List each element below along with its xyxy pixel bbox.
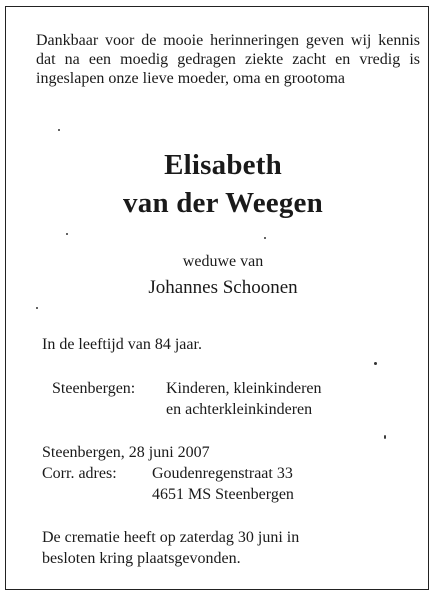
deceased-surname: van der Weegen	[123, 187, 323, 219]
place-date: Steenbergen, 28 juni 2007	[42, 444, 210, 461]
scan-speck	[374, 362, 377, 365]
age-text: In de leeftijd van 84 jaar.	[42, 336, 202, 353]
scan-speck	[384, 435, 386, 439]
scan-speck	[66, 233, 68, 235]
husband-name: Johannes Schoonen	[148, 277, 298, 298]
deceased-first-name: Elisabeth	[164, 149, 282, 181]
correspondence-street: Goudenregenstraat 33	[152, 465, 293, 482]
widow-of-label: weduwe van	[182, 253, 264, 270]
correspondence-city: 4651 MS Steenbergen	[152, 486, 294, 503]
family-line-1: Kinderen, kleinkinderen	[166, 380, 322, 397]
scan-speck	[264, 237, 266, 239]
scan-speck	[36, 307, 38, 309]
family-place: Steenbergen:	[52, 380, 136, 397]
scan-speck	[58, 129, 60, 131]
obituary-card	[5, 6, 429, 590]
intro-text: Dankbaar voor de mooie herinneringen geven wij kennis dat na een moedig gedragen ziekte zacht en vredig is ingeslapen onze lieve moeder, oma en grootoma	[36, 32, 420, 87]
family-line-2: en achterkleinkinderen	[166, 401, 313, 418]
cremation-text: De crematie heeft op zaterdag 30 juni in besloten kring plaatsgevonden.	[42, 529, 300, 567]
correspondence-label: Corr. adres:	[42, 465, 117, 482]
